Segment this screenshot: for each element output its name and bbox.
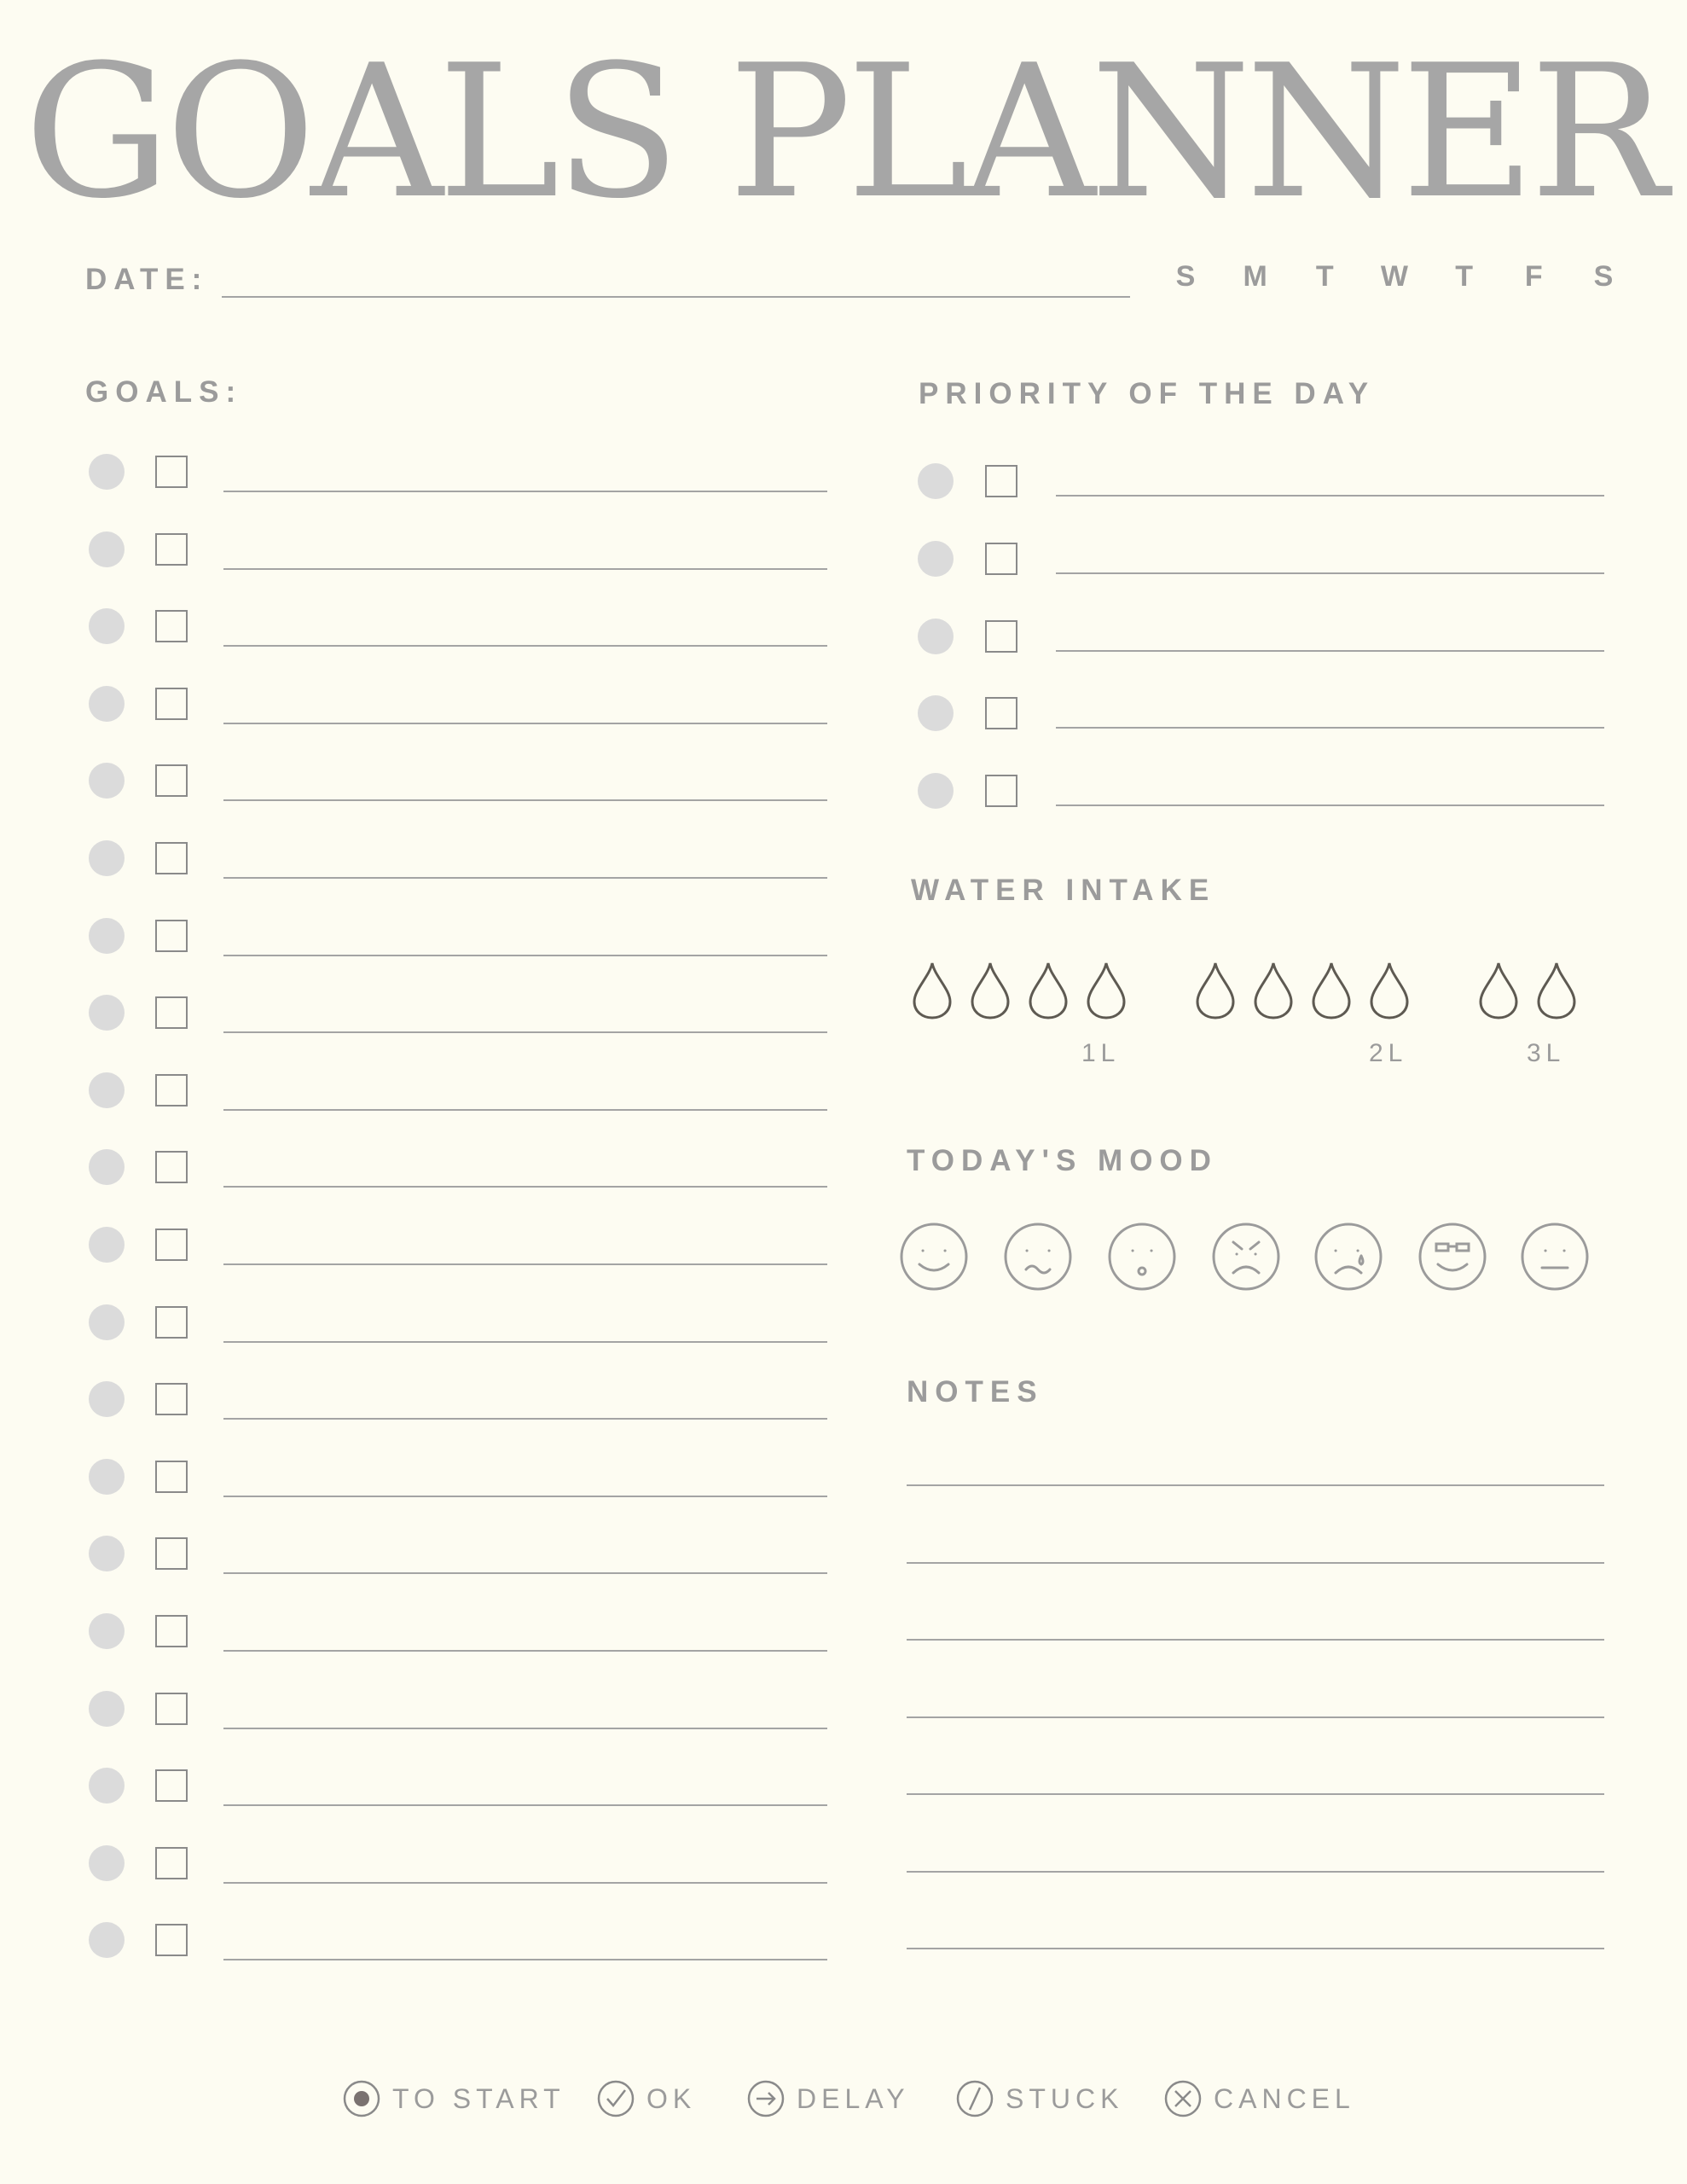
goal-entry-line[interactable] bbox=[223, 1341, 827, 1343]
surprised-face-icon[interactable] bbox=[1107, 1222, 1177, 1292]
goal-row bbox=[0, 1072, 844, 1124]
priority-entry-line[interactable] bbox=[1056, 727, 1604, 729]
goal-row bbox=[0, 918, 844, 969]
day-thursday[interactable]: T bbox=[1455, 260, 1474, 293]
notes-line[interactable] bbox=[907, 1639, 1604, 1641]
legend-stuck bbox=[956, 2080, 1123, 2117]
day-tuesday[interactable]: T bbox=[1315, 260, 1334, 293]
goals-label: GOALS: bbox=[85, 375, 243, 409]
goal-row bbox=[0, 1459, 844, 1510]
goal-row bbox=[0, 1768, 844, 1819]
goal-row bbox=[0, 1613, 844, 1664]
priority-checkbox[interactable] bbox=[985, 697, 1017, 729]
status-dot[interactable] bbox=[89, 1691, 125, 1727]
status-dot[interactable] bbox=[89, 1613, 125, 1649]
mood-label: TODAY'S MOOD bbox=[907, 1144, 1218, 1177]
goal-checkbox[interactable] bbox=[155, 1847, 188, 1879]
goal-entry-line[interactable] bbox=[223, 1109, 827, 1111]
weekday-selector bbox=[1168, 260, 1620, 293]
legend-cancel bbox=[1164, 2080, 1355, 2117]
goal-checkbox[interactable] bbox=[155, 842, 188, 874]
water-drop-icon[interactable] bbox=[911, 961, 954, 1020]
wavy-mouth-face-icon[interactable] bbox=[1003, 1222, 1073, 1292]
notes-label: NOTES bbox=[907, 1375, 1044, 1409]
status-dot[interactable] bbox=[89, 918, 125, 954]
priority-entry-line[interactable] bbox=[1056, 650, 1604, 652]
status-dot[interactable] bbox=[89, 840, 125, 876]
notes-line[interactable] bbox=[907, 1716, 1604, 1718]
priority-checkbox[interactable] bbox=[985, 620, 1017, 653]
priority-row bbox=[0, 695, 1687, 746]
date-field-line[interactable] bbox=[222, 296, 1130, 298]
goal-entry-line[interactable] bbox=[223, 1418, 827, 1420]
notes-line[interactable] bbox=[907, 1871, 1604, 1873]
goal-entry-line[interactable] bbox=[223, 1186, 827, 1188]
status-dot[interactable] bbox=[89, 1149, 125, 1185]
day-friday[interactable]: F bbox=[1524, 260, 1543, 293]
status-dot[interactable] bbox=[918, 695, 954, 731]
water-drop-icon[interactable] bbox=[1085, 961, 1128, 1020]
goal-checkbox[interactable] bbox=[155, 1537, 188, 1570]
goal-entry-line[interactable] bbox=[223, 1650, 827, 1652]
priority-row bbox=[0, 541, 1687, 592]
goal-row bbox=[0, 1845, 844, 1896]
page-title: GOALS PLANNER bbox=[24, 25, 1663, 239]
water-drop-icon[interactable] bbox=[1027, 961, 1070, 1020]
goal-checkbox[interactable] bbox=[155, 1461, 188, 1493]
status-dot[interactable] bbox=[89, 1381, 125, 1417]
status-dot[interactable] bbox=[918, 619, 954, 654]
water-intake-label: WATER INTAKE bbox=[911, 874, 1216, 907]
priority-row bbox=[0, 463, 1687, 514]
goal-row bbox=[0, 840, 844, 892]
legend-ok bbox=[597, 2080, 696, 2117]
status-dot[interactable] bbox=[918, 541, 954, 577]
goal-checkbox[interactable] bbox=[155, 1074, 188, 1107]
goal-entry-line[interactable] bbox=[223, 955, 827, 956]
goal-checkbox[interactable] bbox=[155, 996, 188, 1029]
day-wednesday[interactable]: W bbox=[1380, 260, 1409, 293]
goal-row bbox=[0, 995, 844, 1046]
goal-row bbox=[0, 1536, 844, 1587]
goal-row bbox=[0, 1381, 844, 1432]
notes-line[interactable] bbox=[907, 1793, 1604, 1795]
happy-face-icon[interactable] bbox=[899, 1222, 969, 1292]
ok-check-icon bbox=[597, 2080, 635, 2117]
status-dot[interactable] bbox=[89, 1227, 125, 1263]
water-mark-1l: 1L bbox=[1081, 1039, 1121, 1067]
goal-entry-line[interactable] bbox=[223, 877, 827, 879]
cancel-x-icon bbox=[1164, 2080, 1202, 2117]
goal-entry-line[interactable] bbox=[223, 1572, 827, 1574]
to-start-icon bbox=[343, 2080, 380, 2117]
water-mark-3l: 3L bbox=[1527, 1039, 1566, 1067]
goal-checkbox[interactable] bbox=[155, 920, 188, 952]
angry-face-icon[interactable] bbox=[1211, 1222, 1281, 1292]
day-monday[interactable]: M bbox=[1243, 260, 1267, 293]
goal-checkbox[interactable] bbox=[155, 1228, 188, 1261]
water-drop-icon[interactable] bbox=[1194, 961, 1237, 1020]
status-dot[interactable] bbox=[89, 1922, 125, 1958]
priority-checkbox[interactable] bbox=[985, 543, 1017, 575]
goal-entry-line[interactable] bbox=[223, 1882, 827, 1884]
legend-delay bbox=[747, 2080, 910, 2117]
priority-checkbox[interactable] bbox=[985, 775, 1017, 807]
notes-line[interactable] bbox=[907, 1484, 1604, 1486]
goal-entry-line[interactable] bbox=[223, 1959, 827, 1960]
goal-checkbox[interactable] bbox=[155, 1383, 188, 1415]
goal-checkbox[interactable] bbox=[155, 1769, 188, 1802]
priority-row bbox=[0, 773, 1687, 824]
stuck-slash-icon bbox=[956, 2080, 994, 2117]
status-dot[interactable] bbox=[89, 1768, 125, 1804]
water-drop-icon[interactable] bbox=[969, 961, 1012, 1020]
status-dot[interactable] bbox=[89, 1845, 125, 1881]
goal-entry-line[interactable] bbox=[223, 1728, 827, 1729]
goal-checkbox[interactable] bbox=[155, 1151, 188, 1183]
goal-checkbox[interactable] bbox=[155, 1306, 188, 1339]
day-sunday[interactable]: S bbox=[1175, 260, 1196, 293]
goal-row bbox=[0, 1304, 844, 1356]
goal-entry-line[interactable] bbox=[223, 1496, 827, 1497]
legend-label: OK bbox=[646, 2082, 697, 2114]
status-dot[interactable] bbox=[89, 995, 125, 1031]
goal-entry-line[interactable] bbox=[223, 1804, 827, 1806]
legend-label: STUCK bbox=[1006, 2082, 1124, 2114]
notes-line[interactable] bbox=[907, 1948, 1604, 1949]
legend-label: TO START bbox=[392, 2082, 565, 2114]
goal-row bbox=[0, 1227, 844, 1278]
glasses-face-icon[interactable] bbox=[1417, 1222, 1487, 1292]
day-saturday[interactable]: S bbox=[1593, 260, 1614, 293]
legend-label: CANCEL bbox=[1214, 2082, 1355, 2114]
water-drop-icon[interactable] bbox=[1368, 961, 1411, 1020]
legend-to-start bbox=[343, 2080, 565, 2117]
goal-entry-line[interactable] bbox=[223, 1263, 827, 1265]
priority-entry-line[interactable] bbox=[1056, 495, 1604, 497]
priority-entry-line[interactable] bbox=[1056, 804, 1604, 806]
crying-face-icon[interactable] bbox=[1313, 1222, 1383, 1292]
notes-line[interactable] bbox=[907, 1562, 1604, 1564]
goal-entry-line[interactable] bbox=[223, 1031, 827, 1033]
priority-label: PRIORITY OF THE DAY bbox=[919, 377, 1376, 410]
water-drop-icon[interactable] bbox=[1535, 961, 1578, 1020]
status-dot[interactable] bbox=[89, 1304, 125, 1340]
status-dot[interactable] bbox=[89, 1072, 125, 1108]
water-drop-icon[interactable] bbox=[1477, 961, 1520, 1020]
status-dot[interactable] bbox=[89, 1459, 125, 1495]
delay-arrow-icon bbox=[747, 2080, 785, 2117]
date-label: DATE: bbox=[85, 263, 209, 296]
water-drop-icon[interactable] bbox=[1310, 961, 1353, 1020]
priority-entry-line[interactable] bbox=[1056, 572, 1604, 574]
neutral-face-icon[interactable] bbox=[1520, 1222, 1590, 1292]
status-dot[interactable] bbox=[918, 463, 954, 499]
goal-checkbox[interactable] bbox=[155, 1924, 188, 1956]
goal-row bbox=[0, 1922, 844, 1973]
goal-row bbox=[0, 1691, 844, 1742]
legend-label: DELAY bbox=[797, 2082, 910, 2114]
goal-checkbox[interactable] bbox=[155, 1693, 188, 1725]
priority-row bbox=[0, 619, 1687, 670]
status-dot[interactable] bbox=[89, 1536, 125, 1571]
goal-row bbox=[0, 1149, 844, 1200]
priority-checkbox[interactable] bbox=[985, 465, 1017, 497]
status-dot[interactable] bbox=[918, 773, 954, 809]
water-mark-2l: 2L bbox=[1369, 1039, 1408, 1067]
water-drop-icon[interactable] bbox=[1252, 961, 1295, 1020]
goal-checkbox[interactable] bbox=[155, 1615, 188, 1647]
